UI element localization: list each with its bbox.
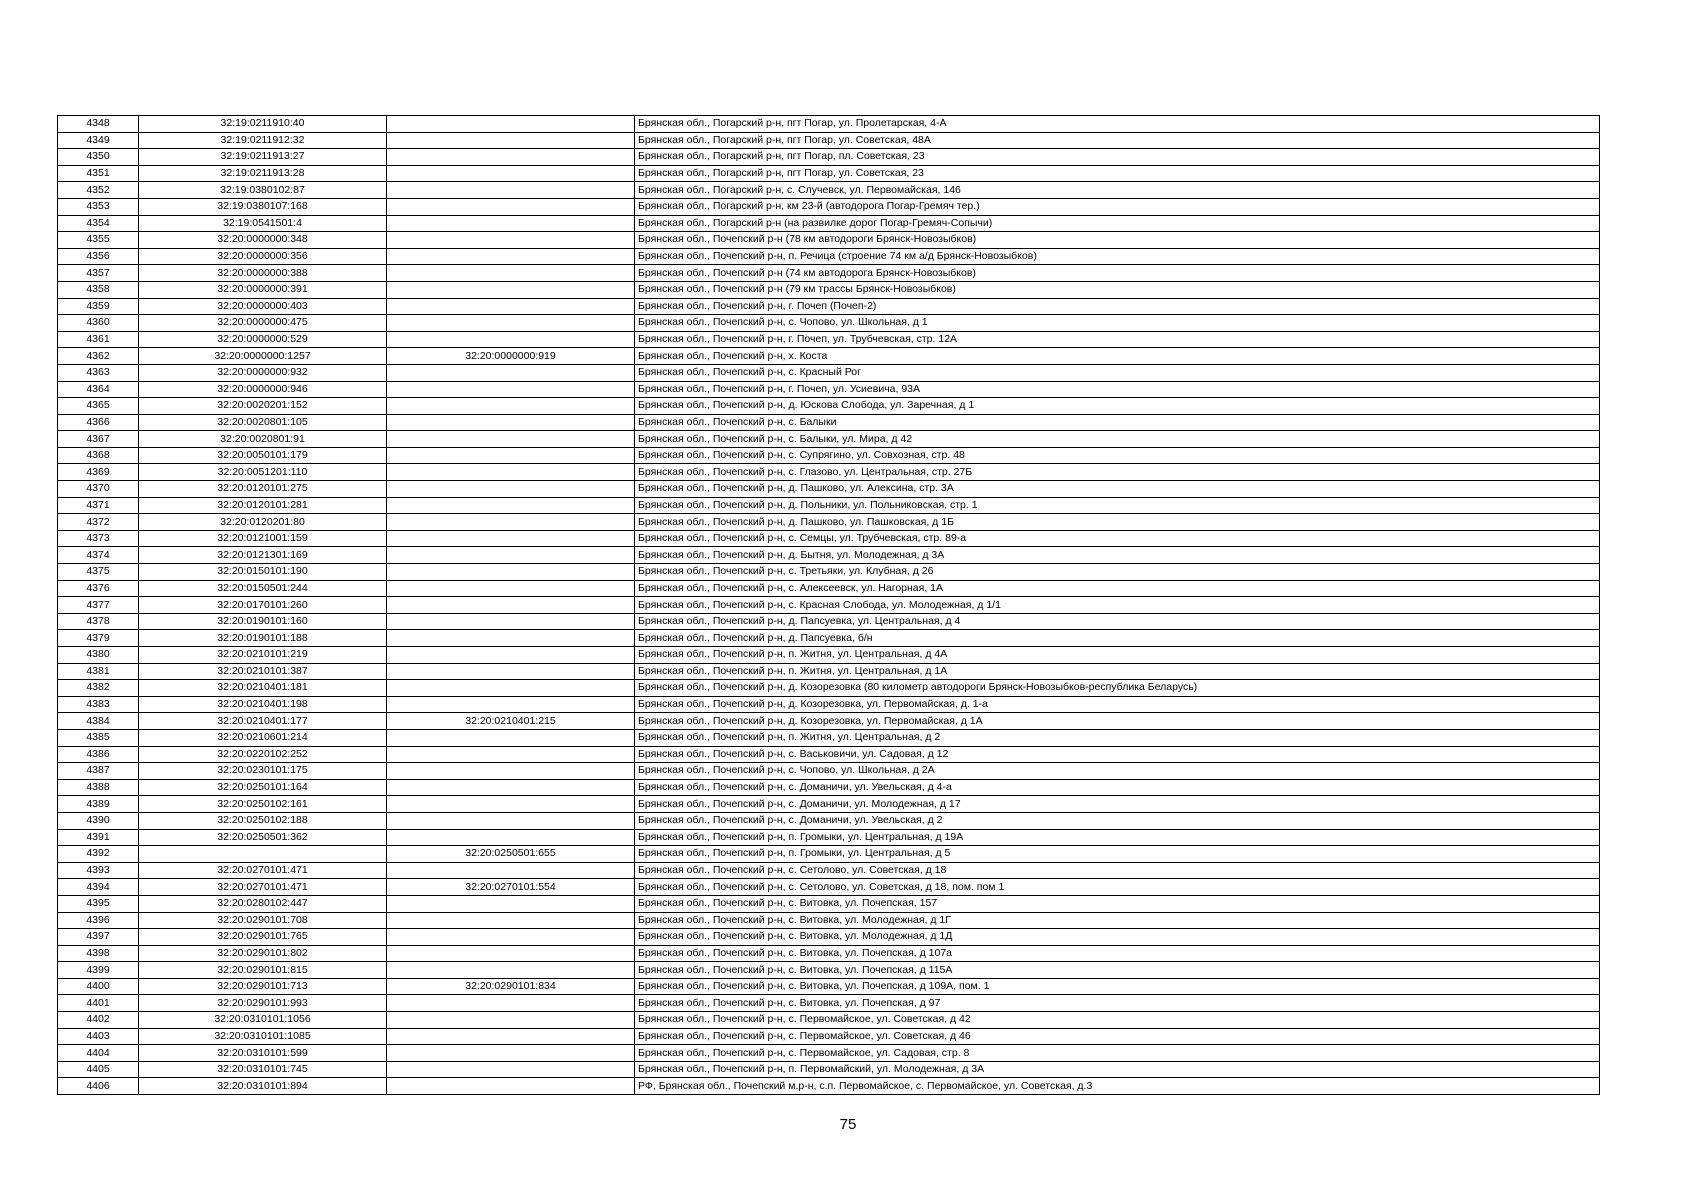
table-row [58,779,1600,796]
address-cell: Брянская обл., Почепский р-н, с. Сетолово, ул. Советская, д 18 [635,862,1600,879]
cadastral-number-cell: 32:20:0000000:403 [139,298,387,315]
linked-cadastral-number-cell [387,746,635,763]
address-cell: Брянская обл., Почепский р-н (79 км трассы Брянск-Новозыбков) [635,281,1600,298]
row-number-cell: 4386 [58,746,139,763]
address-cell: Брянская обл., Почепский р-н, с. Сетолово, ул. Советская, д 18, пом. пом 1 [635,879,1600,896]
table-row [58,165,1600,182]
registry-table-body [58,116,1600,1095]
address-cell: Брянская обл., Почепский р-н, с. Супрягино, ул. Совхозная, стр. 48 [635,447,1600,464]
cadastral-number-cell: 32:20:0120201:80 [139,514,387,531]
linked-cadastral-number-cell [387,597,635,614]
row-number-cell: 4368 [58,447,139,464]
address-cell: Брянская обл., Почепский р-н, д. Юскова Слобода, ул. Заречная, д 1 [635,398,1600,415]
cadastral-number-cell: 32:20:0120101:281 [139,497,387,514]
linked-cadastral-number-cell [387,779,635,796]
linked-cadastral-number-cell [387,514,635,531]
linked-cadastral-number-cell [387,962,635,979]
table-row [58,547,1600,564]
row-number-cell: 4393 [58,862,139,879]
table-row [58,331,1600,348]
table-row [58,929,1600,946]
cadastral-number-cell: 32:20:0000000:391 [139,281,387,298]
address-cell: Брянская обл., Почепский р-н, д. Козорезовка, ул. Первомайская, д. 1-а [635,696,1600,713]
row-number-cell: 4367 [58,431,139,448]
cadastral-number-cell: 32:20:0210401:177 [139,713,387,730]
cadastral-number-cell: 32:20:0190101:160 [139,613,387,630]
row-number-cell: 4377 [58,597,139,614]
table-row [58,182,1600,199]
cadastral-number-cell: 32:20:0310101:1056 [139,1012,387,1029]
row-number-cell: 4355 [58,232,139,249]
row-number-cell: 4381 [58,663,139,680]
linked-cadastral-number-cell [387,447,635,464]
address-cell: Брянская обл., Почепский р-н, п. Громыки, ул. Центральная, д 5 [635,846,1600,863]
cadastral-number-cell: 32:20:0121301:169 [139,547,387,564]
address-cell: Брянская обл., Почепский р-н, с. Чопово, ул. Школьная, д 2А [635,763,1600,780]
linked-cadastral-number-cell [387,812,635,829]
cadastral-number-cell [139,846,387,863]
linked-cadastral-number-cell [387,895,635,912]
table-row [58,945,1600,962]
cadastral-number-cell: 32:20:0120101:275 [139,481,387,498]
table-row [58,630,1600,647]
address-cell: Брянская обл., Почепский р-н, п. Первомайский, ул. Молодежная, д 3А [635,1061,1600,1078]
row-number-cell: 4402 [58,1012,139,1029]
table-row [58,497,1600,514]
linked-cadastral-number-cell [387,315,635,332]
row-number-cell: 4351 [58,165,139,182]
row-number-cell: 4372 [58,514,139,531]
row-number-cell: 4358 [58,281,139,298]
address-cell: Брянская обл., Почепский р-н, с. Чопово, ул. Школьная, д 1 [635,315,1600,332]
table-row [58,298,1600,315]
table-row [58,364,1600,381]
linked-cadastral-number-cell [387,281,635,298]
linked-cadastral-number-cell: 32:20:0000000:919 [387,348,635,365]
row-number-cell: 4350 [58,149,139,166]
linked-cadastral-number-cell: 32:20:0290101:834 [387,978,635,995]
linked-cadastral-number-cell [387,1028,635,1045]
address-cell: Брянская обл., Почепский р-н, д. Папсуевка, ул. Центральная, д 4 [635,613,1600,630]
table-row [58,812,1600,829]
row-number-cell: 4363 [58,364,139,381]
cadastral-number-cell: 32:19:0380102:87 [139,182,387,199]
table-row [58,464,1600,481]
cadastral-number-cell: 32:20:0250102:188 [139,812,387,829]
row-number-cell: 4390 [58,812,139,829]
linked-cadastral-number-cell [387,414,635,431]
cadastral-number-cell: 32:20:0121001:159 [139,530,387,547]
address-cell: Брянская обл., Погарский р-н, пгт Погар, пл. Советская, 23 [635,149,1600,166]
linked-cadastral-number-cell [387,398,635,415]
cadastral-number-cell: 32:20:0000000:388 [139,265,387,282]
table-row [58,862,1600,879]
table-row [58,414,1600,431]
table-row [58,481,1600,498]
address-cell: Брянская обл., Почепский р-н, д. Пашково, ул. Алексина, стр. 3А [635,481,1600,498]
row-number-cell: 4396 [58,912,139,929]
linked-cadastral-number-cell [387,945,635,962]
cadastral-number-cell: 32:20:0310101:599 [139,1045,387,1062]
address-cell: Брянская обл., Почепский р-н, с. Витовка, ул. Почепская, д 115А [635,962,1600,979]
cadastral-number-cell: 32:19:0211910:40 [139,116,387,133]
address-cell: Брянская обл., Почепский р-н, д. Польники, ул. Польниковская, стр. 1 [635,497,1600,514]
table-row [58,895,1600,912]
cadastral-number-cell: 32:20:0210401:181 [139,680,387,697]
linked-cadastral-number-cell [387,132,635,149]
cadastral-number-cell: 32:20:0310101:1085 [139,1028,387,1045]
linked-cadastral-number-cell [387,995,635,1012]
table-row [58,978,1600,995]
address-cell: Брянская обл., Почепский р-н, п. Громыки, ул. Центральная, д 19А [635,829,1600,846]
address-cell: Брянская обл., Почепский р-н, д. Пашково, ул. Пашковская, д 1Б [635,514,1600,531]
row-number-cell: 4366 [58,414,139,431]
linked-cadastral-number-cell [387,265,635,282]
cadastral-number-cell: 32:20:0000000:1257 [139,348,387,365]
linked-cadastral-number-cell [387,696,635,713]
linked-cadastral-number-cell: 32:20:0270101:554 [387,879,635,896]
linked-cadastral-number-cell [387,829,635,846]
address-cell: Брянская обл., Почепский р-н, с. Первомайское, ул. Советская, д 46 [635,1028,1600,1045]
row-number-cell: 4359 [58,298,139,315]
row-number-cell: 4397 [58,929,139,946]
row-number-cell: 4354 [58,215,139,232]
row-number-cell: 4395 [58,895,139,912]
cadastral-number-cell: 32:20:0000000:356 [139,248,387,265]
row-number-cell: 4385 [58,729,139,746]
cadastral-number-cell: 32:20:0020801:105 [139,414,387,431]
cadastral-number-cell: 32:20:0250101:164 [139,779,387,796]
address-cell: Брянская обл., Почепский р-н, с. Доманичи, ул. Увельская, д 2 [635,812,1600,829]
linked-cadastral-number-cell [387,331,635,348]
row-number-cell: 4357 [58,265,139,282]
row-number-cell: 4405 [58,1061,139,1078]
table-row [58,729,1600,746]
table-row [58,530,1600,547]
address-cell: Брянская обл., Почепский р-н, с. Красная Слобода, ул. Молодежная, д 1/1 [635,597,1600,614]
linked-cadastral-number-cell [387,929,635,946]
row-number-cell: 4361 [58,331,139,348]
row-number-cell: 4373 [58,530,139,547]
cadastral-number-cell: 32:20:0210401:198 [139,696,387,713]
linked-cadastral-number-cell [387,298,635,315]
cadastral-number-cell: 32:19:0541501:4 [139,215,387,232]
table-row [58,713,1600,730]
linked-cadastral-number-cell [387,364,635,381]
row-number-cell: 4378 [58,613,139,630]
row-number-cell: 4403 [58,1028,139,1045]
table-row [58,912,1600,929]
linked-cadastral-number-cell [387,232,635,249]
table-row [58,1045,1600,1062]
linked-cadastral-number-cell [387,182,635,199]
row-number-cell: 4401 [58,995,139,1012]
row-number-cell: 4387 [58,763,139,780]
cadastral-number-cell: 32:20:0230101:175 [139,763,387,780]
row-number-cell: 4348 [58,116,139,133]
cadastral-number-cell: 32:19:0211913:28 [139,165,387,182]
cadastral-number-cell: 32:20:0000000:529 [139,331,387,348]
linked-cadastral-number-cell [387,680,635,697]
row-number-cell: 4406 [58,1078,139,1095]
linked-cadastral-number-cell [387,912,635,929]
address-cell: Брянская обл., Почепский р-н, с. Первомайское, ул. Советская, д 42 [635,1012,1600,1029]
table-row [58,647,1600,664]
table-row [58,248,1600,265]
linked-cadastral-number-cell [387,796,635,813]
address-cell: Брянская обл., Почепский р-н, с. Балыки, ул. Мира, д 42 [635,431,1600,448]
table-row [58,597,1600,614]
row-number-cell: 4375 [58,564,139,581]
linked-cadastral-number-cell [387,1012,635,1029]
address-cell: Брянская обл., Почепский р-н, д. Папсуевка, б/н [635,630,1600,647]
address-cell: Брянская обл., Почепский р-н, п. Житня, ул. Центральная, д 1А [635,663,1600,680]
cadastral-number-cell: 32:20:0280102:447 [139,895,387,912]
address-cell: Брянская обл., Почепский р-н, г. Почеп, ул. Трубчевская, стр. 12А [635,331,1600,348]
table-row [58,846,1600,863]
table-row [58,149,1600,166]
cadastral-number-cell: 32:20:0020201:152 [139,398,387,415]
table-row [58,132,1600,149]
table-row [58,447,1600,464]
row-number-cell: 4365 [58,398,139,415]
row-number-cell: 4392 [58,846,139,863]
row-number-cell: 4353 [58,198,139,215]
cadastral-number-cell: 32:20:0210601:214 [139,729,387,746]
table-row [58,348,1600,365]
cadastral-number-cell: 32:20:0020801:91 [139,431,387,448]
address-cell: Брянская обл., Почепский р-н, с. Доманичи, ул. Молодежная, д 17 [635,796,1600,813]
cadastral-number-cell: 32:20:0290101:993 [139,995,387,1012]
row-number-cell: 4371 [58,497,139,514]
cadastral-number-cell: 32:20:0250501:362 [139,829,387,846]
linked-cadastral-number-cell [387,862,635,879]
linked-cadastral-number-cell [387,1061,635,1078]
cadastral-number-cell: 32:19:0211912:32 [139,132,387,149]
cadastral-number-cell: 32:20:0000000:946 [139,381,387,398]
table-row [58,746,1600,763]
cadastral-number-cell: 32:20:0290101:713 [139,978,387,995]
table-row [58,879,1600,896]
table-row [58,398,1600,415]
address-cell: Брянская обл., Почепский р-н, с. Доманичи, ул. Увельская, д 4-а [635,779,1600,796]
row-number-cell: 4379 [58,630,139,647]
address-cell: Брянская обл., Почепский р-н, г. Почеп, ул. Усиевича, 93А [635,381,1600,398]
cadastral-number-cell: 32:20:0190101:188 [139,630,387,647]
row-number-cell: 4389 [58,796,139,813]
address-cell: Брянская обл., Погарский р-н, км 23-й (автодорога Погар-Гремяч тер.) [635,198,1600,215]
cadastral-number-cell: 32:19:0380107:168 [139,198,387,215]
cadastral-number-cell: 32:19:0211913:27 [139,149,387,166]
address-cell: Брянская обл., Погарский р-н (на развилке дорог Погар-Гремяч-Сопычи) [635,215,1600,232]
row-number-cell: 4356 [58,248,139,265]
linked-cadastral-number-cell [387,647,635,664]
address-cell: Брянская обл., Погарский р-н, пгт Погар, ул. Пролетарская, 4-А [635,116,1600,133]
address-cell: Брянская обл., Почепский р-н, с. Семцы, ул. Трубчевская, стр. 89-а [635,530,1600,547]
row-number-cell: 4382 [58,680,139,697]
address-cell: Брянская обл., Почепский р-н, с. Первомайское, ул. Садовая, стр. 8 [635,1045,1600,1062]
row-number-cell: 4388 [58,779,139,796]
cadastral-number-cell: 32:20:0150501:244 [139,580,387,597]
linked-cadastral-number-cell [387,481,635,498]
address-cell: РФ, Брянская обл., Почепский м.р-н, с.п. Первомайское, с. Первомайское, ул. Советская, д.3 [635,1078,1600,1095]
row-number-cell: 4362 [58,348,139,365]
linked-cadastral-number-cell [387,381,635,398]
address-cell: Брянская обл., Почепский р-н, п. Речица (строение 74 км а/д Брянск-Новозыбков) [635,248,1600,265]
linked-cadastral-number-cell [387,763,635,780]
address-cell: Брянская обл., Погарский р-н, пгт Погар, ул. Советская, 48А [635,132,1600,149]
table-row [58,232,1600,249]
address-cell: Брянская обл., Почепский р-н, х. Коста [635,348,1600,365]
row-number-cell: 4398 [58,945,139,962]
row-number-cell: 4384 [58,713,139,730]
cadastral-number-cell: 32:20:0150101:190 [139,564,387,581]
row-number-cell: 4349 [58,132,139,149]
address-cell: Брянская обл., Почепский р-н, с. Глазово, ул. Центральная, стр. 27Б [635,464,1600,481]
row-number-cell: 4380 [58,647,139,664]
table-row [58,763,1600,780]
row-number-cell: 4376 [58,580,139,597]
cadastral-number-cell: 32:20:0290101:765 [139,929,387,946]
cadastral-number-cell: 32:20:0250102:161 [139,796,387,813]
row-number-cell: 4391 [58,829,139,846]
address-cell: Брянская обл., Почепский р-н, с. Балыки [635,414,1600,431]
table-row [58,514,1600,531]
cadastral-number-cell: 32:20:0050101:179 [139,447,387,464]
row-number-cell: 4370 [58,481,139,498]
address-cell: Брянская обл., Почепский р-н, с. Алексеевск, ул. Нагорная, 1А [635,580,1600,597]
cadastral-number-cell: 32:20:0000000:475 [139,315,387,332]
row-number-cell: 4352 [58,182,139,199]
linked-cadastral-number-cell [387,215,635,232]
table-row [58,116,1600,133]
address-cell: Брянская обл., Почепский р-н, с. Третьяки, ул. Клубная, д 26 [635,564,1600,581]
table-row [58,829,1600,846]
address-cell: Брянская обл., Почепский р-н, с. Витовка, ул. Почепская, д 107а [635,945,1600,962]
row-number-cell: 4394 [58,879,139,896]
cadastral-number-cell: 32:20:0310101:894 [139,1078,387,1095]
table-row [58,1078,1600,1095]
cadastral-number-cell: 32:20:0270101:471 [139,879,387,896]
cadastral-number-cell: 32:20:0170101:260 [139,597,387,614]
row-number-cell: 4404 [58,1045,139,1062]
address-cell: Брянская обл., Почепский р-н, с. Витовка, ул. Почепская, 157 [635,895,1600,912]
address-cell: Брянская обл., Почепский р-н, г. Почеп (Почеп-2) [635,298,1600,315]
address-cell: Брянская обл., Почепский р-н, с. Витовка, ул. Почепская, д 97 [635,995,1600,1012]
cadastral-number-cell: 32:20:0290101:708 [139,912,387,929]
linked-cadastral-number-cell [387,547,635,564]
linked-cadastral-number-cell [387,431,635,448]
cadastral-number-cell: 32:20:0000000:348 [139,232,387,249]
cadastral-number-cell: 32:20:0310101:745 [139,1061,387,1078]
address-cell: Брянская обл., Почепский р-н, с. Васьковичи, ул. Садовая, д 12 [635,746,1600,763]
address-cell: Брянская обл., Почепский р-н (78 км автодороги Брянск-Новозыбков) [635,232,1600,249]
address-cell: Брянская обл., Почепский р-н, п. Житня, ул. Центральная, д 2 [635,729,1600,746]
row-number-cell: 4400 [58,978,139,995]
table-row [58,995,1600,1012]
linked-cadastral-number-cell [387,248,635,265]
linked-cadastral-number-cell [387,580,635,597]
table-row [58,215,1600,232]
address-cell: Брянская обл., Почепский р-н, с. Витовка, ул. Молодежная, д 1Г [635,912,1600,929]
address-cell: Брянская обл., Почепский р-н, п. Житня, ул. Центральная, д 4А [635,647,1600,664]
linked-cadastral-number-cell [387,116,635,133]
row-number-cell: 4369 [58,464,139,481]
address-cell: Брянская обл., Почепский р-н, д. Козорезовка (80 километр автодороги Брянск-Новозыбков-республика Беларусь) [635,680,1600,697]
cadastral-number-cell: 32:20:0210101:387 [139,663,387,680]
address-cell: Брянская обл., Почепский р-н, с. Красный Рог [635,364,1600,381]
table-row [58,265,1600,282]
address-cell: Брянская обл., Почепский р-н, с. Витовка, ул. Молодежная, д 1Д [635,929,1600,946]
table-row [58,198,1600,215]
address-cell: Брянская обл., Почепский р-н (74 км автодорога Брянск-Новозыбков) [635,265,1600,282]
cadastral-number-cell: 32:20:0210101:219 [139,647,387,664]
registry-table [57,115,1600,1095]
table-row [58,1061,1600,1078]
table-row [58,696,1600,713]
table-row [58,663,1600,680]
linked-cadastral-number-cell [387,165,635,182]
linked-cadastral-number-cell [387,464,635,481]
table-row [58,564,1600,581]
table-row [58,315,1600,332]
table-row [58,1028,1600,1045]
linked-cadastral-number-cell [387,530,635,547]
linked-cadastral-number-cell: 32:20:0250501:655 [387,846,635,863]
row-number-cell: 4364 [58,381,139,398]
cadastral-number-cell: 32:20:0290101:802 [139,945,387,962]
address-cell: Брянская обл., Почепский р-н, д. Козорезовка, ул. Первомайская, д 1А [635,713,1600,730]
table-row [58,1012,1600,1029]
linked-cadastral-number-cell: 32:20:0210401:215 [387,713,635,730]
address-cell: Брянская обл., Почепский р-н, с. Витовка, ул. Почепская, д 109А, пом. 1 [635,978,1600,995]
linked-cadastral-number-cell [387,1078,635,1095]
linked-cadastral-number-cell [387,198,635,215]
cadastral-number-cell: 32:20:0290101:815 [139,962,387,979]
linked-cadastral-number-cell [387,663,635,680]
address-cell: Брянская обл., Погарский р-н, пгт Погар, ул. Советская, 23 [635,165,1600,182]
cadastral-number-cell: 32:20:0220102:252 [139,746,387,763]
row-number-cell: 4374 [58,547,139,564]
row-number-cell: 4360 [58,315,139,332]
table-row [58,281,1600,298]
cadastral-number-cell: 32:20:0051201:110 [139,464,387,481]
linked-cadastral-number-cell [387,729,635,746]
linked-cadastral-number-cell [387,497,635,514]
table-row [58,381,1600,398]
linked-cadastral-number-cell [387,149,635,166]
linked-cadastral-number-cell [387,1045,635,1062]
table-row [58,796,1600,813]
table-row [58,680,1600,697]
table-row [58,613,1600,630]
table-row [58,431,1600,448]
cadastral-number-cell: 32:20:0270101:471 [139,862,387,879]
row-number-cell: 4383 [58,696,139,713]
page-number: 75 [839,1116,857,1133]
address-cell: Брянская обл., Погарский р-н, с. Случевск, ул. Первомайская, 146 [635,182,1600,199]
table-row [58,962,1600,979]
row-number-cell: 4399 [58,962,139,979]
address-cell: Брянская обл., Почепский р-н, д. Бытня, ул. Молодежная, д 3А [635,547,1600,564]
cadastral-number-cell: 32:20:0000000:932 [139,364,387,381]
linked-cadastral-number-cell [387,564,635,581]
table-row [58,580,1600,597]
linked-cadastral-number-cell [387,630,635,647]
linked-cadastral-number-cell [387,613,635,630]
